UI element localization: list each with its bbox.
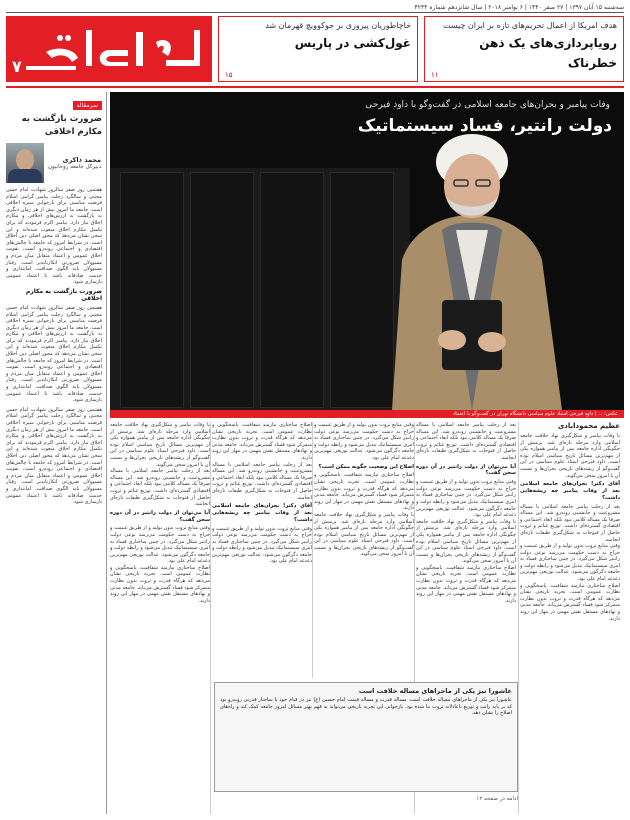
teaser-headline: رویاپردازی‌های یک ذهن خطرناک — [479, 36, 617, 70]
cleric-portrait — [372, 110, 572, 410]
teaser-box[interactable] — [218, 16, 418, 82]
opinion-body-cont: هفتمین روز صفر سالروز شهادت امام حسن مجتبی و سالگرد رحلت پیامبر گرامی اسلام فرصت مناسبی برای بازخوانی سیره اخلاقی است. جامعه ما امروز بیش از هر زمان دیگری به بازگشت به ارزش‌های اخلاقی و مکارم اخلاق نیاز دارد. پیامبر اکرم فرمودند که برای تکمیل مکارم اخلاق مبعوث شده‌اند و این سخن نشان می‌دهد که محور اصلی دین اخلاق است. در شرایط امروز که جامعه با چالش‌های اقتصادی و اجتماعی روبه‌رو است، تقویت اخلاق عمومی و اعتماد متقابل میان مردم و مسوولان ضرورتی انکارناپذیر است. رفتار مسوولان باید الگوی صداقت، امانتداری و خدمت صادقانه باشد تا اعتماد عمومی بازسازی شود. — [6, 406, 102, 506]
cabinet-panel — [120, 172, 184, 408]
article-text: وقتی منابع ثروت بدون تولید و از طریق غنیمت و خراج به دست حکومت می‌رسد نوعی دولت رانتیر شکل می‌گیرد. در چنین ساختاری فساد به امری سیستماتیک تبدیل می‌شود و رابطه دولت و جامعه دگرگون می‌شود. عدالت توزیعی مهم‌ترین دغدغه امام علی بود. — [416, 479, 516, 519]
article-text: با وفات پیامبر و شکل‌گیری نهاد خلافت جامعه اسلامی وارد مرحله تازه‌ای شد. پرسش از چگونگی اداره جامعه پس از پیامبر همواره یکی از مهم‌ترین مسائل تاریخ سیاسی اسلام بوده است. داود فیرحی استاد علوم سیاسی در این گفت‌وگو از ریشه‌های تاریخی بحران‌ها و نسبت آن با امروز سخن می‌گوید. — [416, 518, 516, 565]
article-column — [314, 422, 414, 678]
opinion-title: ضرورت بازگشت به مکارم اخلاقی — [21, 114, 102, 137]
article-byline: عظیم محمود‌آبادی — [557, 422, 620, 430]
article-text: اصلاح ساختاری نیازمند شفافیت، پاسخگویی و نظارت عمومی است. تجربه تاریخی نشان می‌دهد که هرگاه قدرت و ثروت بدون نظارت متمرکز شود فساد گسترش می‌یابد. جامعه مدنی و نهادهای مستقل نقش مهمی در مهار این روند دارند. — [212, 422, 312, 461]
hero-caption: عکس: ... | داود فیرحی استاد علوم سیاسی دانشگاه تهران در گفت‌وگو با اعتماد — [110, 410, 624, 418]
article-text: با وفات پیامبر و شکل‌گیری نهاد خلافت جامعه اسلامی وارد مرحله تازه‌ای شد. پرسش از چگونگی اداره جامعه پس از پیامبر همواره یکی از مهم‌ترین مسائل تاریخ سیاسی اسلام بوده است. داود فیرحی استاد علوم سیاسی در این گفت‌وگو از ریشه‌های تاریخی بحران‌ها و نسبت آن با امروز سخن می‌گوید. — [520, 433, 620, 479]
article-question: آقای دکتر! بحران‌های جامعه اسلامی بعد از وفات پیامبر چه ریشه‌هایی داشت؟ — [520, 481, 620, 501]
column-rule — [312, 422, 313, 678]
author-photo — [6, 143, 44, 183]
cabinet-panel — [190, 172, 254, 408]
opinion-author — [6, 142, 102, 184]
column-rule — [106, 92, 107, 814]
hero-photo[interactable] — [110, 92, 624, 410]
column-rule — [518, 422, 519, 814]
article-text: وقتی منابع ثروت بدون تولید و از طریق غنیمت و خراج به دست حکومت می‌رسد نوعی دولت رانتیر شکل می‌گیرد. در چنین ساختاری فساد به امری سیستماتیک تبدیل می‌شود و رابطه دولت و جامعه دگرگون می‌شود. عدالت توزیعی مهم‌ترین دغدغه امام علی بود. — [520, 543, 620, 583]
continued-note[interactable]: ادامه در صفحه ۱۲ — [476, 796, 518, 802]
article-text: با وفات پیامبر و شکل‌گیری نهاد خلافت جامعه اسلامی وارد مرحله تازه‌ای شد. پرسش از چگونگی اداره جامعه پس از پیامبر همواره یکی از مهم‌ترین مسائل تاریخ سیاسی اسلام بوده است. داود فیرحی استاد علوم سیاسی در این گفت‌وگو از ریشه‌های تاریخی بحران‌ها و نسبت آن با امروز سخن می‌گوید. — [110, 422, 210, 468]
article-text: اصلاح ساختاری نیازمند شفافیت، پاسخگویی و نظارت عمومی است. تجربه تاریخی نشان می‌دهد که هرگاه قدرت و ثروت بدون نظارت متمرکز شود فساد گسترش می‌یابد. جامعه مدنی و نهادهای مستقل نقش مهمی در مهار این روند دارند. — [110, 564, 210, 604]
article-text: وقتی منابع ثروت بدون تولید و از طریق غنیمت و خراج به دست حکومت می‌رسد نوعی دولت رانتیر شکل می‌گیرد. در چنین ساختاری فساد به امری سیستماتیک تبدیل می‌شود و رابطه دولت و جامعه دگرگون می‌شود. عدالت توزیعی مهم‌ترین دغدغه امام علی بود. — [212, 525, 312, 565]
teaser-page: ۱۱ — [431, 71, 439, 79]
opinion-body: هفتمین روز صفر سالروز شهادت امام حسن مجتبی و سالگرد رحلت پیامبر گرامی اسلام فرصت مناسبی برای بازخوانی سیره اخلاقی است. جامعه ما امروز بیش از هر زمان دیگری به بازگشت به ارزش‌های اخلاقی و مکارم اخلاق نیاز دارد. پیامبر اکرم فرمودند که برای تکمیل مکارم اخلاق مبعوث شده‌اند و این سخن نشان می‌دهد که محور اصلی دین اخلاق است. در شرایط امروز که جامعه با چالش‌های اقتصادی و اجتماعی روبه‌رو است، تقویت اخلاق عمومی و اعتماد متقابل میان مردم و مسوولان ضرورتی انکارناپذیر است. رفتار مسوولان باید الگوی صداقت، امانتداری و خدمت صادقانه باشد تا اعتماد عمومی بازسازی شود. — [6, 187, 102, 286]
highlight-box — [214, 682, 518, 792]
article-text: بعد از رحلت پیامبر جامعه اسلامی با مساله مشروعیت و جانشینی روبه‌رو شد. این مساله صرفا یک مساله کلامی نبود بلکه ابعاد اجتماعی و اقتصادی گسترده‌ای داشت. توزیع غنائم و ثروت حاصل از فتوحات به شکل‌گیری طبقات تازه‌ای انجامید. — [520, 503, 620, 543]
article-question: اصلاح این وضعیت چگونه ممکن است؟ — [318, 463, 414, 470]
article-text: وقتی منابع ثروت بدون تولید و از طریق غنیمت و خراج به دست حکومت می‌رسد نوعی دولت رانتیر شکل می‌گیرد. در چنین ساختاری فساد به امری سیستماتیک تبدیل می‌شود و رابطه دولت و جامعه دگرگون می‌شود. عدالت توزیعی مهم‌ترین دغدغه امام علی بود. — [110, 525, 210, 565]
masthead-logo — [16, 22, 202, 74]
opinion-subhead: ضرورت بازگشت به مکارم اخلاقی — [25, 287, 102, 302]
opinion-column — [6, 92, 102, 814]
author-name: محمد ذاکری — [62, 156, 102, 164]
article-question: آقای دکتر! بحران‌های جامعه اسلامی بعد از وفات پیامبر چه ریشه‌هایی داشت؟ — [212, 503, 312, 523]
header-rule — [6, 86, 624, 88]
hero-kicker: وفات پیامبر و بحران‌های جامعه اسلامی در گفت‌وگو با داود فیرحی — [365, 100, 610, 110]
page-number: ۷ — [12, 57, 22, 76]
article-text: بعد از رحلت پیامبر جامعه اسلامی با مساله مشروعیت و جانشینی روبه‌رو شد. این مساله صرفا یک مساله کلامی نبود بلکه ابعاد اجتماعی و اقتصادی گسترده‌ای داشت. توزیع غنائم و ثروت حاصل از فتوحات به شکل‌گیری طبقات تازه‌ای انجامید. — [110, 468, 210, 508]
author-role: دبیرکل جامعه روحانیون — [48, 164, 102, 170]
article-text: بعد از رحلت پیامبر جامعه اسلامی با مساله مشروعیت و جانشینی روبه‌رو شد. این مساله صرفا یک مساله کلامی نبود بلکه ابعاد اجتماعی و اقتصادی گسترده‌ای داشت. توزیع غنائم و ثروت حاصل از فتوحات به شکل‌گیری طبقات تازه‌ای انجامید. — [416, 422, 516, 461]
box-heading: عاشورا نیز یکی از ماجراهای مساله خلافت است — [358, 687, 512, 695]
masthead[interactable] — [6, 16, 212, 82]
article-text: وقتی منابع ثروت بدون تولید و از طریق غنیمت و خراج به دست حکومت می‌رسد نوعی دولت رانتیر شکل می‌گیرد. در چنین ساختاری فساد به امری سیستماتیک تبدیل می‌شود و رابطه دولت و جامعه دگرگون می‌شود. عدالت توزیعی مهم‌ترین دغدغه امام علی بود. — [314, 422, 414, 461]
hero-title: دولت رانتیر، فساد سیستماتیک — [357, 116, 612, 136]
cabinet-panel — [260, 172, 324, 408]
opinion-tag: سرمقاله — [73, 101, 102, 110]
article-text: اصلاح ساختاری نیازمند شفافیت، پاسخگویی و نظارت عمومی است. تجربه تاریخی نشان می‌دهد که هرگاه قدرت و ثروت بدون نظارت متمرکز شود فساد گسترش می‌یابد. جامعه مدنی و نهادهای مستقل نقش مهمی در مهار این روند دارند. — [416, 564, 516, 604]
article-question: آیا می‌توان از دولت رانتیر در آن دوره سخن گفت؟ — [416, 463, 516, 477]
teaser-kicker: هدف امریکا از اعمال تحریم‌های تازه بر ایران چیست — [443, 21, 617, 30]
article-text: اصلاح ساختاری نیازمند شفافیت، پاسخگویی و نظارت عمومی است. تجربه تاریخی نشان می‌دهد که هرگاه قدرت و ثروت بدون نظارت متمرکز شود فساد گسترش می‌یابد. جامعه مدنی و نهادهای مستقل نقش مهمی در مهار این روند دارند. — [314, 472, 414, 512]
dateline: سه‌شنبه ۱۵ آبان ۱۳۹۷ | ۲۷ صفر ۱۴۴۰ | ۶ نوامبر ۲۰۱۸ | سال شانزدهم شماره ۴۲۳۴ — [6, 3, 624, 13]
article-text: با وفات پیامبر و شکل‌گیری نهاد خلافت جامعه اسلامی وارد مرحله تازه‌ای شد. پرسش از چگونگی اداره جامعه پس از پیامبر همواره یکی از مهم‌ترین مسائل تاریخ سیاسی اسلام بوده است. داود فیرحی استاد علوم سیاسی در این گفت‌وگو از ریشه‌های تاریخی بحران‌ها و نسبت آن با امروز سخن می‌گوید. — [314, 511, 414, 558]
teaser-kicker: خاچاطوریان پیروزی بر جوکوویچ قهرمان شد — [265, 21, 411, 30]
opinion-body-cont: هفتمین روز صفر سالروز شهادت امام حسن مجتبی و سالگرد رحلت پیامبر گرامی اسلام فرصت مناسبی برای بازخوانی سیره اخلاقی است. جامعه ما امروز بیش از هر زمان دیگری به بازگشت به ارزش‌های اخلاقی و مکارم اخلاق نیاز دارد. پیامبر اکرم فرمودند که برای تکمیل مکارم اخلاق مبعوث شده‌اند و این سخن نشان می‌دهد که محور اصلی دین اخلاق است. در شرایط امروز که جامعه با چالش‌های اقتصادی و اجتماعی روبه‌رو است، تقویت اخلاق عمومی و اعتماد متقابل میان مردم و مسوولان ضرورتی انکارناپذیر است. رفتار مسوولان باید الگوی صداقت، امانتداری و خدمت صادقانه باشد تا اعتماد عمومی بازسازی شود. — [6, 304, 102, 404]
article-column — [520, 422, 620, 814]
article-column — [110, 422, 210, 814]
teaser-box[interactable] — [424, 16, 624, 82]
article-column — [212, 422, 312, 678]
box-text: عاشورا نیز یکی از ماجراهای مساله خلافت است. مساله قدرت و مساله قیمت امام حسین (ع) نیز در قیام خود با ساختار قدرتی روبه‌رو بود که بر پایه رانت و توزیع ناعادلانه ثروت بنا شده بود. بازخوانی این تجربه تاریخی می‌تواند به فهم بهتر مسائل امروز جامعه کمک کند و راه‌های اصلاح را نشان دهد. — [220, 697, 512, 717]
article-question: آیا می‌توان از دولت رانتیر در آن دوره سخن گفت؟ — [110, 509, 210, 523]
column-rule — [210, 422, 211, 814]
teaser-page: ۱۵ — [225, 71, 233, 79]
article-text: اصلاح ساختاری نیازمند شفافیت، پاسخگویی و نظارت عمومی است. تجربه تاریخی نشان می‌دهد که هرگاه قدرت و ثروت بدون نظارت متمرکز شود فساد گسترش می‌یابد. جامعه مدنی و نهادهای مستقل نقش مهمی در مهار این روند دارند. — [520, 582, 620, 622]
teaser-headline: غول‌کشی در پاریس — [294, 36, 411, 50]
article-text: بعد از رحلت پیامبر جامعه اسلامی با مساله مشروعیت و جانشینی روبه‌رو شد. این مساله صرفا یک مساله کلامی نبود بلکه ابعاد اجتماعی و اقتصادی گسترده‌ای داشت. توزیع غنائم و ثروت حاصل از فتوحات به شکل‌گیری طبقات تازه‌ای انجامید. — [212, 461, 312, 501]
